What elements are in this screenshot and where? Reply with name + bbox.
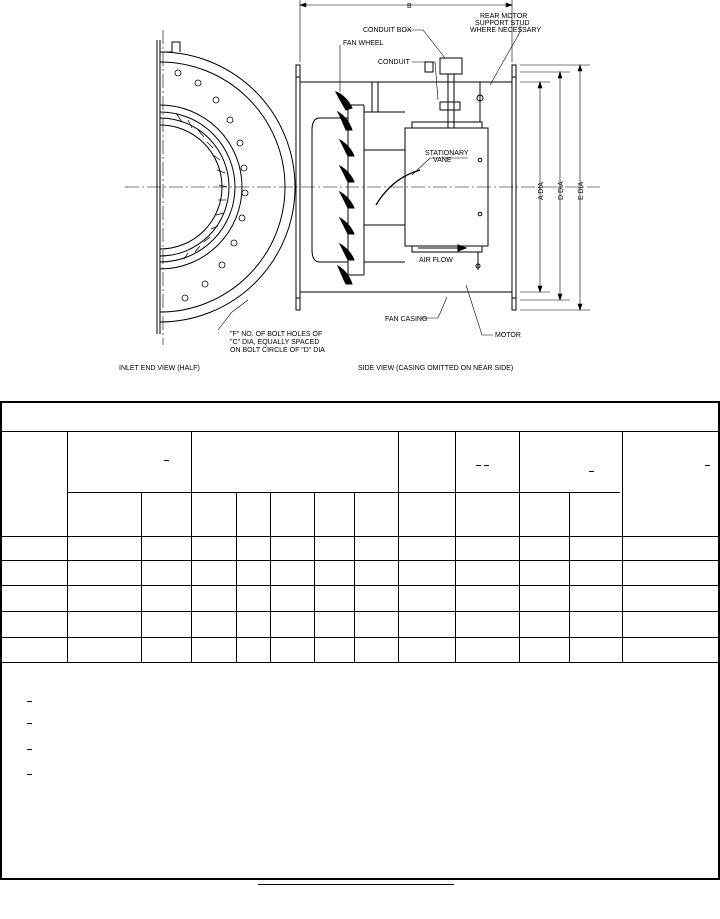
col-divider [141,492,142,662]
note-mark [27,749,32,750]
bolt-note-line-1: "F" NO. OF BOLT HOLES OF [230,331,323,338]
dim-b-label: B [407,3,412,10]
table-row [2,637,718,638]
table-row [2,611,718,612]
conduit-label: CONDUIT [378,59,410,66]
inlet-view-caption: INLET END VIEW (HALF) [119,365,200,372]
col-divider [398,431,399,662]
col-divider [622,431,623,662]
dim-e-label: E DIA [578,181,585,200]
header-mark [484,465,489,466]
conduit-box [440,58,462,74]
bolt-note-line-3: ON BOLT CIRCLE OF "D" DIA [230,347,325,354]
motor-label: MOTOR [495,332,521,339]
rear-motor-label-1: REAR MOTOR [480,13,528,20]
col-divider [270,492,271,662]
col-divider [354,492,355,662]
note-mark [27,723,32,724]
col-divider [67,431,68,662]
col-divider [314,492,315,662]
fan-blades [336,92,354,284]
table-row [2,585,718,586]
subheader-rule [67,492,620,493]
table-title-rule [2,431,718,432]
note-mark [27,701,32,702]
fan-assembly-drawing [0,0,720,390]
air-flow-label: AIR FLOW [419,257,453,264]
footer-rule [258,884,454,885]
vane-ticks [176,113,227,259]
side-view-caption: SIDE VIEW (CASING OMITTED ON NEAR SIDE) [358,365,514,372]
fan-wheel-label: FAN WHEEL [343,40,384,47]
table-bottom-rule [2,662,718,663]
header-mark [476,465,481,466]
fan-casing-label: FAN CASING [385,316,428,323]
rear-motor-label-2: SUPPORT STUD [475,20,530,27]
bolt-note-line-2: "C" DIA, EQUALLY SPACED [230,339,320,346]
leader-lines [218,25,520,335]
table-row [2,560,718,561]
bolt-holes [175,70,248,301]
col-divider [455,431,456,662]
header-mark [164,460,169,461]
header-bottom-rule [2,536,718,537]
dim-a-label: A DIA [538,182,545,200]
stationary-vane-label-1: STATIONARY [425,150,469,157]
col-divider [569,492,570,662]
note-mark [27,774,32,775]
conduit-box-label: CONDUIT BOX [363,27,412,34]
col-divider [236,492,237,662]
rear-motor-label-3: WHERE NECESSARY [470,27,542,34]
side-view [296,58,516,310]
dimension-table [0,401,720,880]
dim-d-label: D DIA [558,181,565,200]
col-divider [191,431,192,662]
col-divider [519,431,520,662]
stationary-vane-label-2: VANE [433,157,452,164]
header-mark [705,465,710,466]
header-mark [589,471,594,472]
